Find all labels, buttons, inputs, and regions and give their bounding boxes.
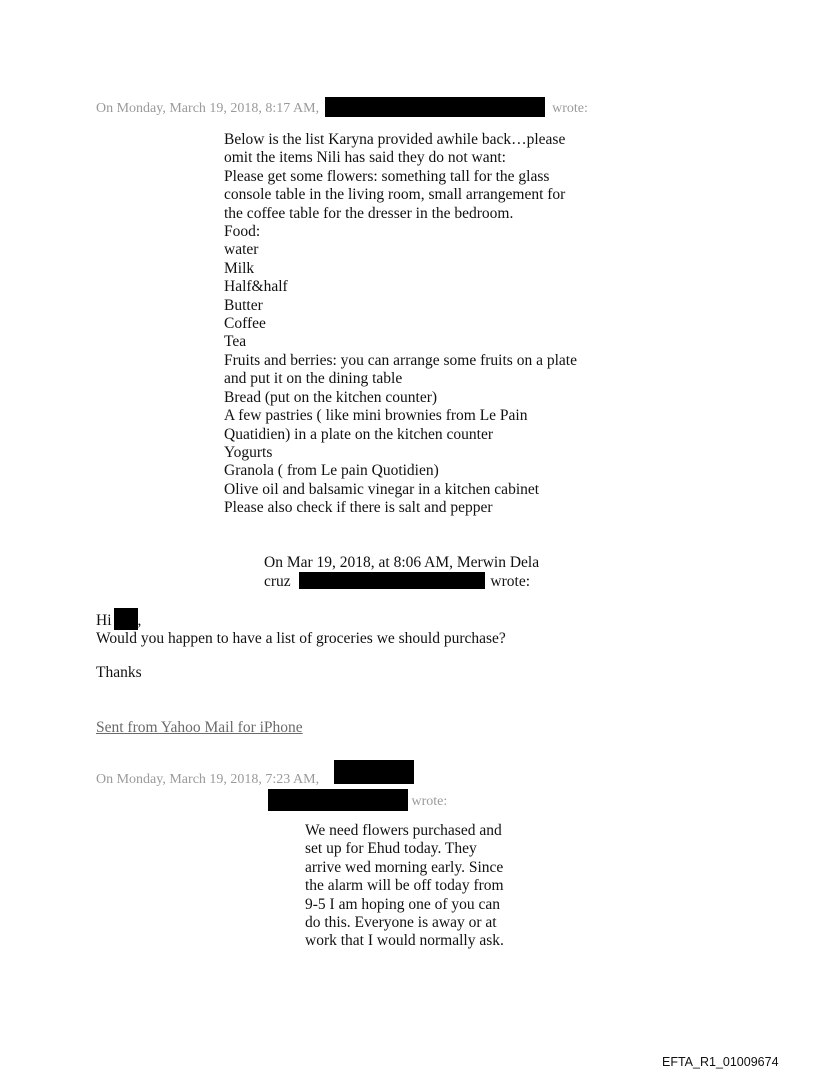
body-1-line: Half&half: [224, 278, 288, 296]
body-1-line: Below is the list Karyna provided awhile back…please: [224, 131, 566, 148]
body-3-line: set up for Ehud today. They: [305, 840, 477, 858]
body-3-line: arrive wed morning early. Since: [305, 858, 504, 876]
body-3-line: We need flowers purchased and: [305, 822, 502, 839]
email-header-3-line-2: [262, 789, 447, 811]
email-body-2: [96, 608, 506, 649]
email-header-2: [264, 554, 539, 592]
body-1-line: console table in the living room, small arrangement for: [224, 186, 566, 204]
body-1-line: the coffee table for the dresser in the bedroom.: [224, 204, 514, 222]
redaction-box: [325, 97, 545, 117]
email-body-3: [305, 822, 504, 951]
redaction-box: [299, 572, 485, 589]
body-1-line: Food:: [224, 223, 261, 241]
header-2-sender: cruz: [264, 573, 291, 591]
body-1-line: Please get some flowers: something tall for the glass: [224, 167, 550, 185]
body-1-line: Tea: [224, 333, 247, 351]
redaction-box: [268, 789, 408, 811]
body-3-line: 9-5 I am hoping one of you can: [305, 895, 500, 913]
redaction-box: [114, 608, 138, 630]
yahoo-mail-signature-link[interactable]: Sent from Yahoo Mail for iPhone: [96, 719, 303, 736]
body-1-line: Fruits and berries: you can arrange some fruits on a plate: [224, 351, 577, 369]
header-1-suffix: wrote:: [552, 101, 588, 116]
question-text: Would you happen to have a list of groceries we should purchase?: [96, 630, 506, 648]
thanks-text: Thanks: [96, 664, 142, 681]
body-1-line: Butter: [224, 296, 263, 314]
body-1-line: omit the items Nili has said they do not want:: [224, 149, 506, 167]
document-id: EFTA_R1_01009674: [662, 1055, 779, 1069]
greeting-text: Hi: [96, 612, 112, 629]
email-body-1: [224, 131, 577, 518]
email-header-3-line-1: [96, 772, 319, 788]
body-1-line: and put it on the dining table: [224, 370, 403, 388]
body-3-line: do this. Everyone is away or at: [305, 914, 497, 932]
email-header-1: [96, 97, 588, 117]
body-1-line: Yogurts: [224, 443, 273, 461]
body-1-line: water: [224, 241, 259, 259]
body-1-line: Quatidien) in a plate on the kitchen counter: [224, 425, 494, 443]
header-1-prefix: On Monday, March 19, 2018, 8:17 AM,: [96, 101, 320, 116]
header-3-suffix: wrote:: [411, 794, 448, 809]
body-1-line: Please also check if there is salt and pepper: [224, 499, 493, 517]
greeting-punct: ,: [137, 612, 142, 629]
body-1-line: Coffee: [224, 315, 266, 333]
body-1-line: Granola ( from Le pain Quotidien): [224, 462, 439, 480]
header-3-prefix: On Monday, March 19, 2018, 7:23 AM,: [96, 772, 320, 787]
body-1-line: Bread (put on the kitchen counter): [224, 388, 438, 406]
body-3-line: work that I would normally ask.: [305, 932, 504, 950]
header-2-suffix: wrote:: [490, 573, 531, 591]
greeting: [96, 608, 506, 630]
header-2-line-2: [264, 572, 539, 591]
body-3-line: the alarm will be off today from: [305, 877, 504, 895]
body-1-line: Milk: [224, 259, 255, 277]
redaction-box: [334, 760, 414, 784]
header-2-line-1: On Mar 19, 2018, at 8:06 AM, Merwin Dela: [264, 554, 540, 571]
body-1-line: A few pastries ( like mini brownies from Le Pain: [224, 407, 528, 425]
body-1-line: Olive oil and balsamic vinegar in a kitchen cabinet: [224, 480, 540, 498]
